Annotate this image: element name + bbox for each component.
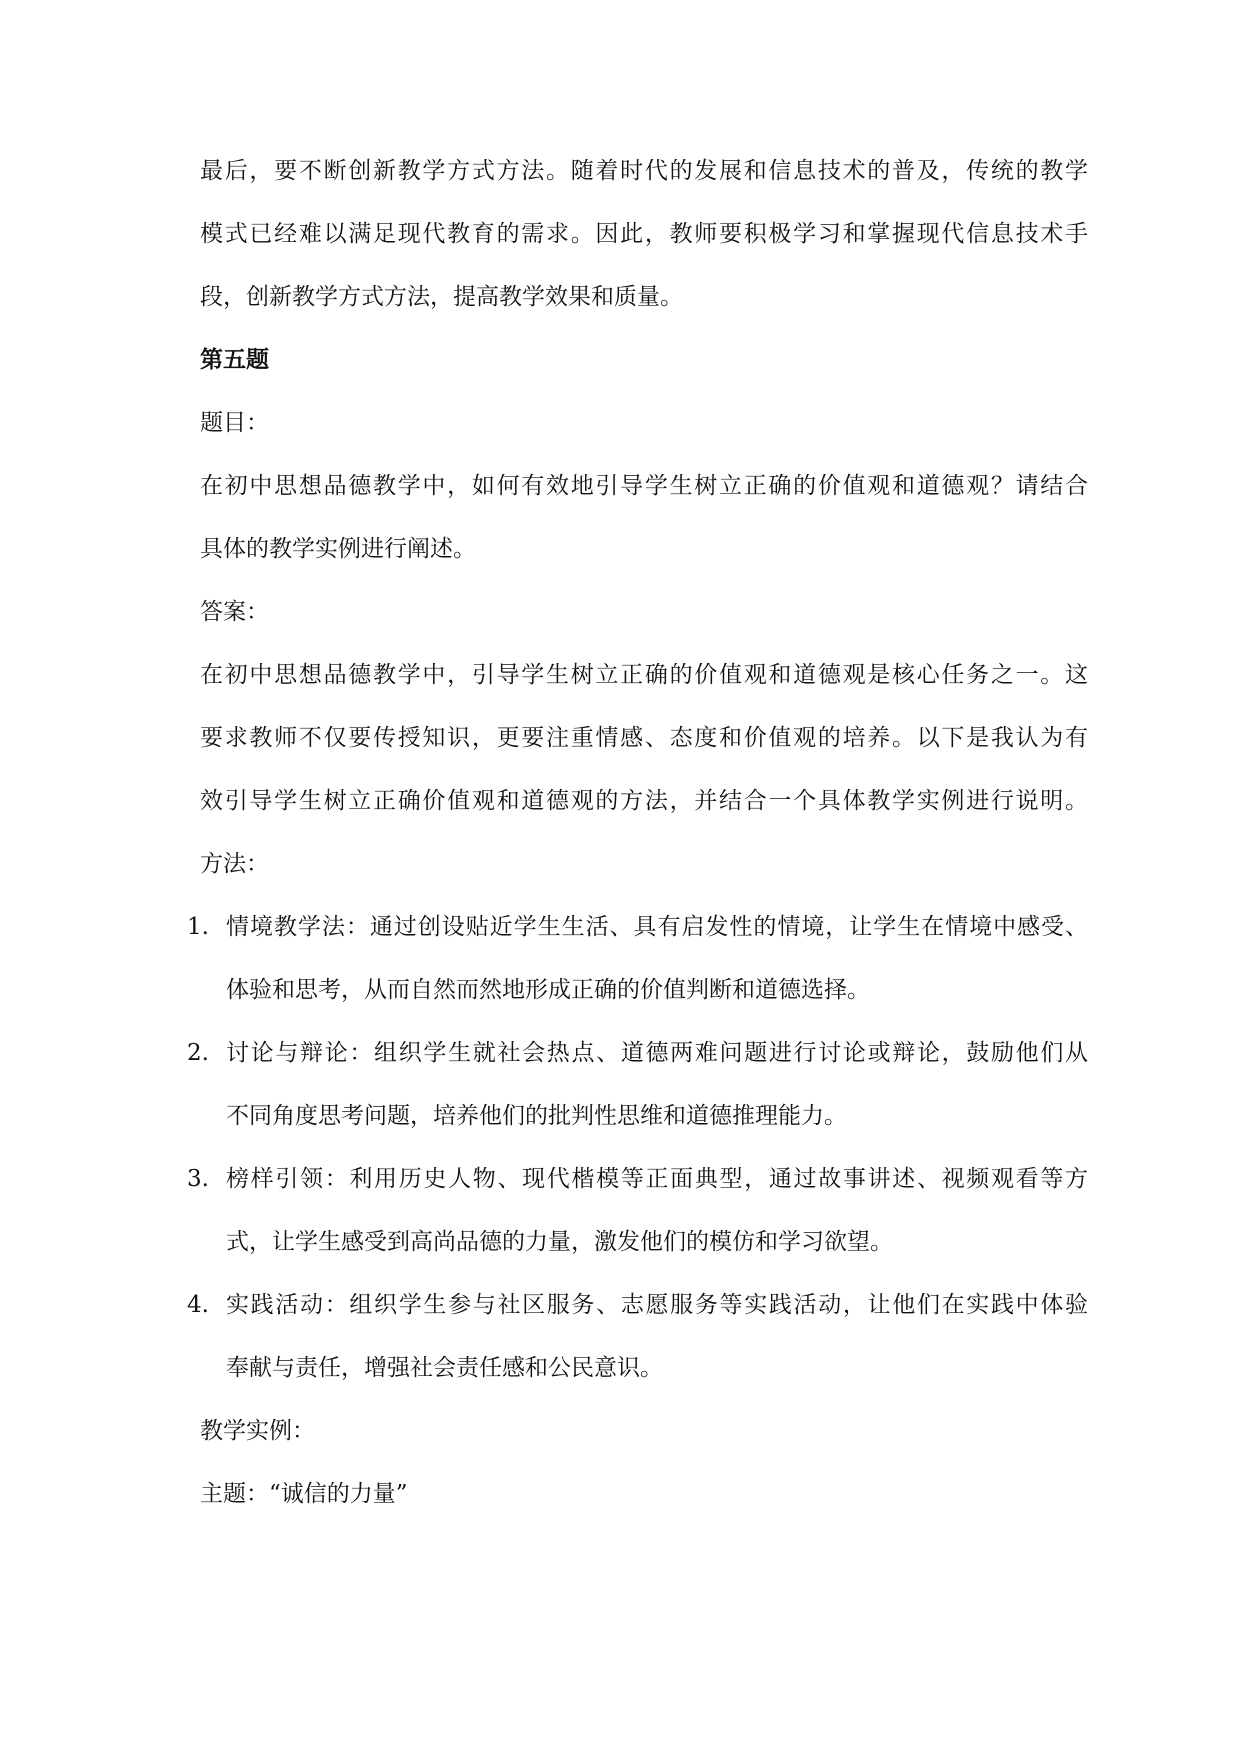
document-body (187, 140, 1088, 1526)
answer-text (200, 644, 1088, 833)
list-item-line: 实践活动：组织学生参与社区服务、志愿服务等实践活动，让他们在实践中体验 (226, 1292, 1088, 1318)
question-label: 题目： (200, 410, 269, 436)
list-item-line: 奉献与责任，增强社会责任感和公民意识。 (226, 1355, 663, 1381)
paragraph-line: 模式已经难以满足现代教育的需求。因此，教师要积极学习和掌握现代信息技术手 (200, 221, 1088, 247)
list-item-line: 榜样引领：利用历史人物、现代楷模等正面典型，通过故事讲述、视频观看等方 (226, 1166, 1088, 1192)
paragraph-line: 要求教师不仅要传授知识，更要注重情感、态度和价值观的培养。以下是我认为有 (200, 725, 1088, 751)
list-item-line: 体验和思考，从而自然而然地形成正确的价值判断和道德选择。 (226, 977, 870, 1003)
list-number: 2. (187, 1040, 209, 1066)
list-item (187, 1148, 1088, 1274)
paragraph-line: 具体的教学实例进行阐述。 (200, 536, 476, 562)
methods-label: 方法： (200, 851, 269, 877)
list-item-line: 情境教学法：通过创设贴近学生生活、具有启发性的情境，让学生在情境中感受、 (226, 914, 1088, 940)
list-item (187, 1022, 1088, 1148)
topic-line: 主题：“诚信的力量” (200, 1481, 408, 1507)
list-item-line: 讨论与辩论：组织学生就社会热点、道德两难问题进行讨论或辩论，鼓励他们从 (226, 1040, 1088, 1066)
example-label: 教学实例： (200, 1418, 315, 1444)
list-item (187, 1274, 1088, 1400)
list-number: 3. (187, 1166, 209, 1192)
section-title: 第五题 (200, 347, 269, 373)
paragraph-line: 在初中思想品德教学中，如何有效地引导学生树立正确的价值观和道德观？请结合 (200, 473, 1088, 499)
paragraph-line: 最后，要不断创新教学方式方法。随着时代的发展和信息技术的普及，传统的教学 (200, 158, 1088, 184)
answer-label: 答案： (200, 599, 269, 625)
intro-paragraph (200, 140, 1088, 329)
methods-list (187, 896, 1088, 1400)
list-number: 1. (187, 914, 209, 940)
paragraph-line: 在初中思想品德教学中，引导学生树立正确的价值观和道德观是核心任务之一。这 (200, 662, 1088, 688)
paragraph-line: 效引导学生树立正确价值观和道德观的方法，并结合一个具体教学实例进行说明。 (200, 788, 1088, 814)
list-number: 4. (187, 1292, 209, 1318)
paragraph-line: 段，创新教学方式方法，提高教学效果和质量。 (200, 284, 683, 310)
list-item-line: 不同角度思考问题，培养他们的批判性思维和道德推理能力。 (226, 1103, 847, 1129)
list-item-line: 式，让学生感受到高尚品德的力量，激发他们的模仿和学习欲望。 (226, 1229, 893, 1255)
list-item (187, 896, 1088, 1022)
question-text (200, 455, 1088, 581)
